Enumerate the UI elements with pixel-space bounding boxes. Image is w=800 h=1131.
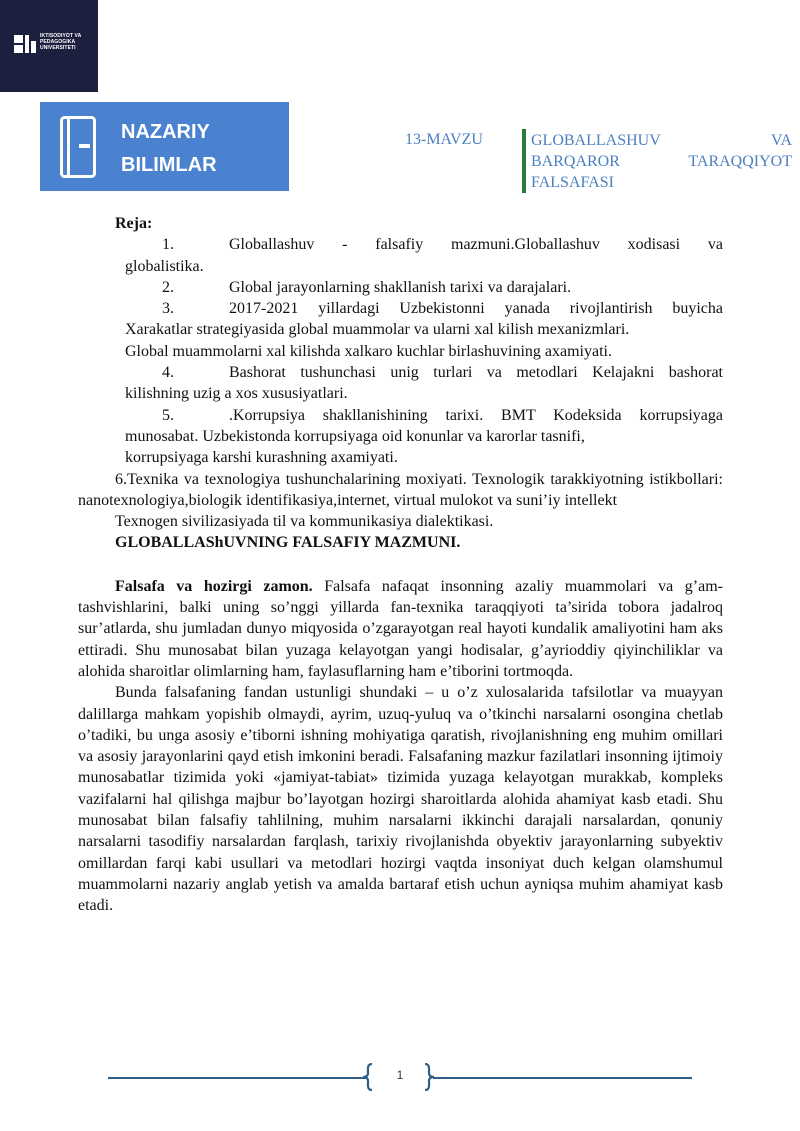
logo-line: IKTISODIYOT VA: [40, 33, 82, 39]
university-logo-icon: [14, 33, 36, 55]
plan-item-6: [78, 469, 723, 512]
plan-item-number: 5.: [162, 406, 174, 424]
topic-line: [531, 151, 792, 172]
nazariy-bilimlar-banner: [40, 102, 289, 191]
banner-line-2: BILIMLAR: [121, 154, 217, 176]
page-number: 1: [396, 1068, 404, 1082]
plan-list: [78, 234, 723, 468]
paragraph-1: [78, 576, 723, 682]
footer-rule-left: [108, 1077, 366, 1079]
banner-line-1: NAZARIY: [121, 121, 210, 143]
plan-item: [78, 298, 723, 362]
plan-item-continuation: munosabat. Uzbekistonda korrupsiyaga oid konunlar va karorlar tasnifi,: [125, 427, 585, 445]
paragraph-2: Bunda falsafaning fandan ustunligi shundaki – u o’z xulosalarida tafsilotlar va muayyan dalillarga mahkam yopishib olmaydi, ayrim, uzuq-yuluq va o’tkinchi narsalarni osongina chetlab o’tadiki, bu unga asosiy e’tiborni ishning mohiyatiga qaratish, rivojlanishning eng muhim omillari va asosiy jarayonlarini qayd etish imkonini beradi. Falsafaning mazkur fazilatlari insonning ijtimoiy munosabatlar tizimida yoki «jamiyat-tabiat» tizimida yuzaga kelayotgan murakkab, kompleks vazifalarni hal qilishga majbur bo’layotgan hozirgi sharoitlarda alohida ahamiyat kasb etadi. Shu munosabat bilan falsafiy tahlilning, muhim narsalarni ikkinchi darajali narsalardan, qonuniy narsalarni tasodifiy narsalardan farqlash, tarixiy rivojlanishda obyektiv jarayonlarning subyektiv omillardan farqi kabi usullari va metodlari hozirgi vaqtda insoniyat duch kelgan olamshumul muammolarni nazariy anglab yetish va amalda bartaraf etish uchun ayniqsa muhim ahamiyat kasb etadi.: [78, 684, 723, 915]
plan-item-continuation: Xarakatlar strategiyasida global muammolar va ularni xal kilish mexanizmlari.: [125, 321, 630, 339]
paragraph-1-body: Falsafa nafaqat insonning azaliy muammolari va g’am-tashvishlarini, balki uning so’nggi yillarda fan-texnika taraqqiyoti ta’sirida tobora jadalroq sur’atlarda, shu jumladan dunyo miqyosida o’zgarayotgan real hayoti kundalik amaliyotini ham aks ettiradi. Shu munosabat bilan yuzaga kelayotgan yangi hodisalar, g’ayrioddiy qiyinchiliklar va alohida sharoitlar olimlarning ham, faylasuflarning ham e’tiborini tortmoqda.: [78, 577, 724, 680]
logo-wordmark: [40, 33, 96, 52]
plan-item-6-text: 6.Texnika va texnologiya tushunchalarining moxiyati. Texnologik tarakkiyotning istikbollari: nanotexnologiya,biologik identifikasiya,internet, virtual mulokot va suni’iy intellekt: [78, 470, 723, 509]
left-brace-icon: [362, 1063, 374, 1091]
topic-word: GLOBALLASHUV: [531, 132, 661, 149]
topic-title: [531, 130, 792, 193]
plan-item-number: 4.: [162, 364, 174, 382]
topic-line: [531, 172, 792, 193]
plan-item-text: 2017-2021 yillardagi Uzbekistonni yanada rivojlantirish buyicha: [229, 300, 723, 318]
plan-item-continuation: globalistika.: [125, 257, 204, 275]
university-logo: [0, 0, 98, 92]
plan-item-continuation: kilishning uzig a xos xususiyatlari.: [125, 385, 348, 403]
section-heading: GLOBALLAShUVNING FALSAFIY MAZMUNI.: [115, 534, 461, 552]
logo-line: UNIVERSITETI: [40, 45, 76, 52]
plan-item: [78, 362, 723, 405]
main-content: [78, 213, 723, 917]
plan-item-number: 1.: [162, 236, 174, 254]
plan-item-continuation: Global muammolarni xal kilishda xalkaro kuchlar birlashuvining axamiyati.: [125, 342, 612, 360]
topic-word: TARAQQIYOT: [688, 153, 792, 170]
plan-item: [78, 405, 723, 469]
plan-item-number: 2.: [162, 278, 174, 296]
footer-rule-right: [433, 1077, 692, 1079]
book-icon: [60, 116, 96, 178]
topic-word: VA: [770, 132, 792, 149]
plan-item-7: Texnogen sivilizasiyada til va kommunikasiya dialektikasi.: [115, 513, 494, 531]
topic-word: FALSAFASI: [531, 174, 614, 191]
plan-item: [78, 234, 723, 277]
plan-item-number: 3.: [162, 300, 174, 318]
plan-item-text: Globallashuv - falsafiy mazmuni.Globallashuv xodisasi va: [229, 236, 723, 254]
topic-line: [531, 130, 792, 151]
topic-word: BARQAROR: [531, 153, 620, 170]
plan-item-text: Bashorat tushunchasi unig turlari va metodlari Kelajakni bashorat: [229, 364, 723, 382]
banner-title: [121, 116, 217, 182]
plan-item-text: .Korrupsiya shakllanishining tarixi. BMT Kodeksida korrupsiyaga: [229, 406, 723, 424]
logo-line: PEDAGOGIKA: [40, 39, 76, 46]
plan-title: Reja:: [115, 215, 153, 232]
plan-item-text: Global jarayonlarning shakllanish tarixi va darajalari.: [229, 278, 572, 296]
plan-item: [78, 277, 723, 298]
topic-divider: [522, 129, 526, 193]
plan-item-continuation: korrupsiyaga karshi kurashning axamiyati.: [125, 449, 398, 467]
topic-number: 13-MAVZU: [405, 131, 483, 148]
paragraph-1-lead: Falsafa va hozirgi zamon.: [115, 577, 313, 595]
